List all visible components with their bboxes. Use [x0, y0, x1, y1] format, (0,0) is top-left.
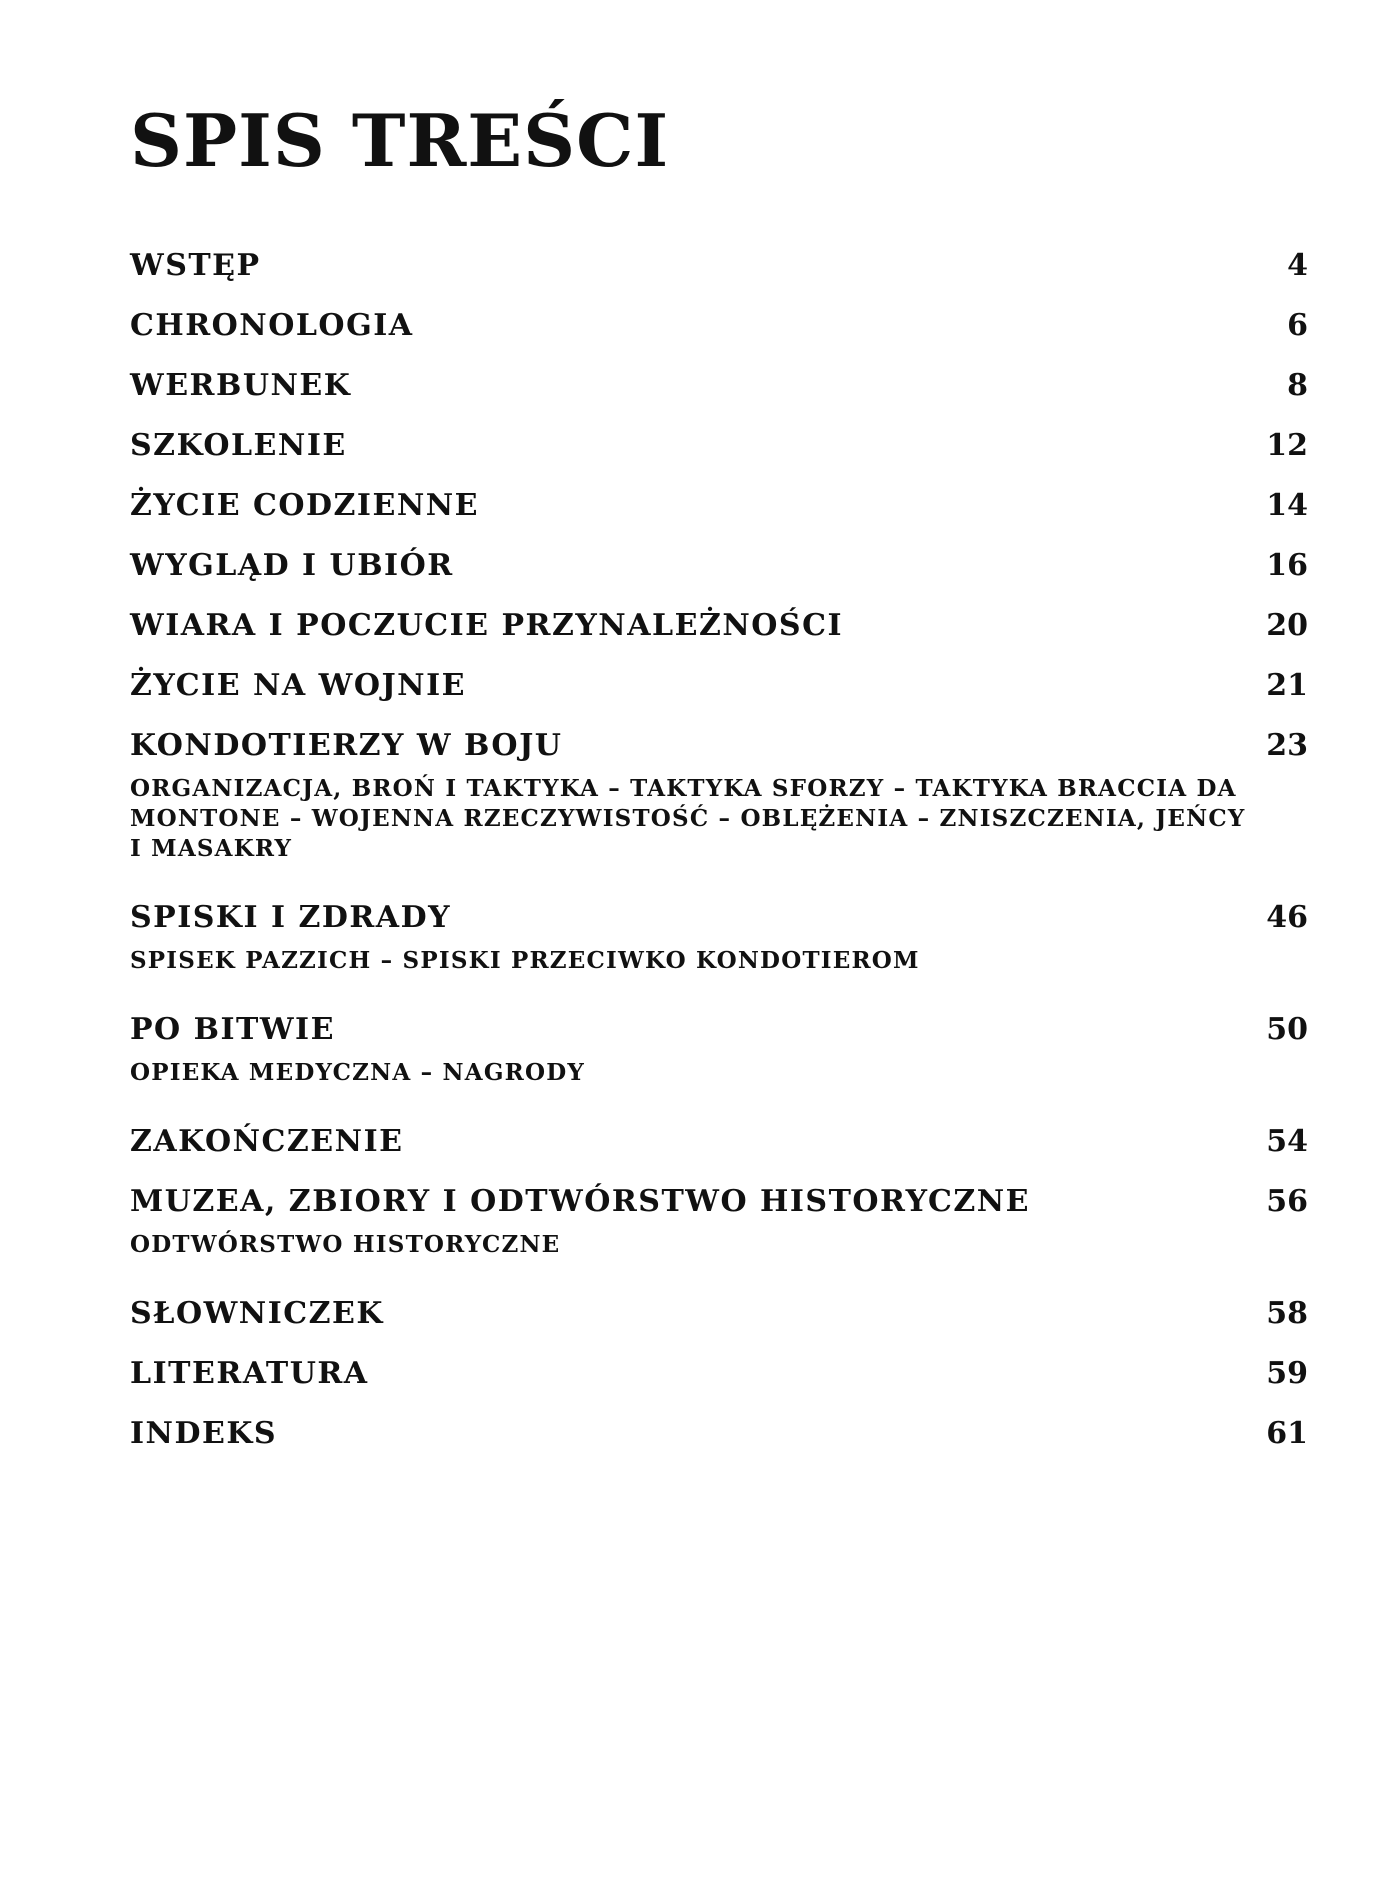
toc-entry-page: 4: [1287, 248, 1308, 283]
toc-entry[interactable]: [130, 1010, 1308, 1088]
toc-entry-title: SŁOWNICZEK: [130, 1296, 384, 1331]
toc-entry-title: WYGLĄD I UBIÓR: [130, 548, 454, 583]
toc-entry[interactable]: [130, 546, 1308, 586]
toc-entry[interactable]: [130, 1414, 1308, 1454]
toc-entry-title: SPISKI I ZDRADY: [130, 900, 452, 935]
toc-entry-page: 50: [1266, 1012, 1308, 1047]
toc-entry-page: 21: [1266, 668, 1308, 703]
toc-entry-page: 46: [1266, 900, 1308, 935]
table-of-contents: [130, 0, 1308, 1888]
toc-entry[interactable]: [130, 1122, 1308, 1162]
toc-entry-title: MUZEA, ZBIORY I ODTWÓRSTWO HISTORYCZNE: [130, 1184, 1031, 1219]
page-title: SPIS TREŚCI: [130, 98, 670, 183]
toc-entry-title: CHRONOLOGIA: [130, 308, 414, 343]
toc-entry-title: INDEKS: [130, 1416, 278, 1451]
toc-entry-subtopics: ORGANIZACJA, BROŃ I TAKTYKA – TAKTYKA SFORZY – TAKTYKA BRACCIA DA MONTONE – WOJENNA RZECZYWISTOŚĆ – OBLĘŻENIA – ZNISZCZENIA, JEŃCY I MASAKRY: [130, 775, 1246, 862]
toc-entry-subtopics: OPIEKA MEDYCZNA – NAGRODY: [130, 1059, 585, 1086]
toc-entry-title: ŻYCIE NA WOJNIE: [130, 668, 466, 703]
toc-entry-page: 16: [1266, 548, 1308, 583]
toc-entry[interactable]: [130, 898, 1308, 976]
toc-entry-title: KONDOTIERZY W BOJU: [130, 728, 563, 763]
toc-entry-page: 12: [1266, 428, 1308, 463]
toc-entry-page: 6: [1287, 308, 1308, 343]
toc-entry-title: PO BITWIE: [130, 1012, 335, 1047]
toc-entry[interactable]: [130, 1294, 1308, 1334]
toc-entry[interactable]: [130, 666, 1308, 706]
toc-entry-page: 23: [1266, 728, 1308, 763]
toc-entry[interactable]: [130, 306, 1308, 346]
toc-entry[interactable]: [130, 486, 1308, 526]
toc-entry-page: 54: [1266, 1124, 1308, 1159]
toc-entry-page: 61: [1266, 1416, 1308, 1451]
toc-entry-page: 56: [1266, 1184, 1308, 1219]
toc-entry-page: 58: [1266, 1296, 1308, 1331]
toc-entry-title: ŻYCIE CODZIENNE: [130, 488, 480, 523]
toc-entry-title: WSTĘP: [130, 248, 261, 283]
toc-entry[interactable]: [130, 606, 1308, 646]
toc-entry-subtopics: ODTWÓRSTWO HISTORYCZNE: [130, 1231, 561, 1258]
toc-entry[interactable]: [130, 1182, 1308, 1260]
toc-entry[interactable]: [130, 1354, 1308, 1394]
toc-entry-title: SZKOLENIE: [130, 428, 347, 463]
toc-entry-page: 8: [1287, 368, 1308, 403]
toc-entry-page: 20: [1266, 608, 1308, 643]
toc-entry-title: WERBUNEK: [130, 368, 352, 403]
toc-entry-page: 59: [1266, 1356, 1308, 1391]
toc-entry-page: 14: [1266, 488, 1308, 523]
toc-entry-title: LITERATURA: [130, 1356, 369, 1391]
toc-entry[interactable]: [130, 426, 1308, 466]
toc-entry[interactable]: [130, 726, 1308, 864]
toc-entry[interactable]: [130, 366, 1308, 406]
toc-entry-subtopics: SPISEK PAZZICH – SPISKI PRZECIWKO KONDOTIEROM: [130, 947, 920, 974]
toc-entry-title: ZAKOŃCZENIE: [130, 1124, 404, 1159]
toc-entry-title: WIARA I POCZUCIE PRZYNALEŻNOŚCI: [130, 608, 843, 643]
toc-entry[interactable]: [130, 246, 1308, 286]
